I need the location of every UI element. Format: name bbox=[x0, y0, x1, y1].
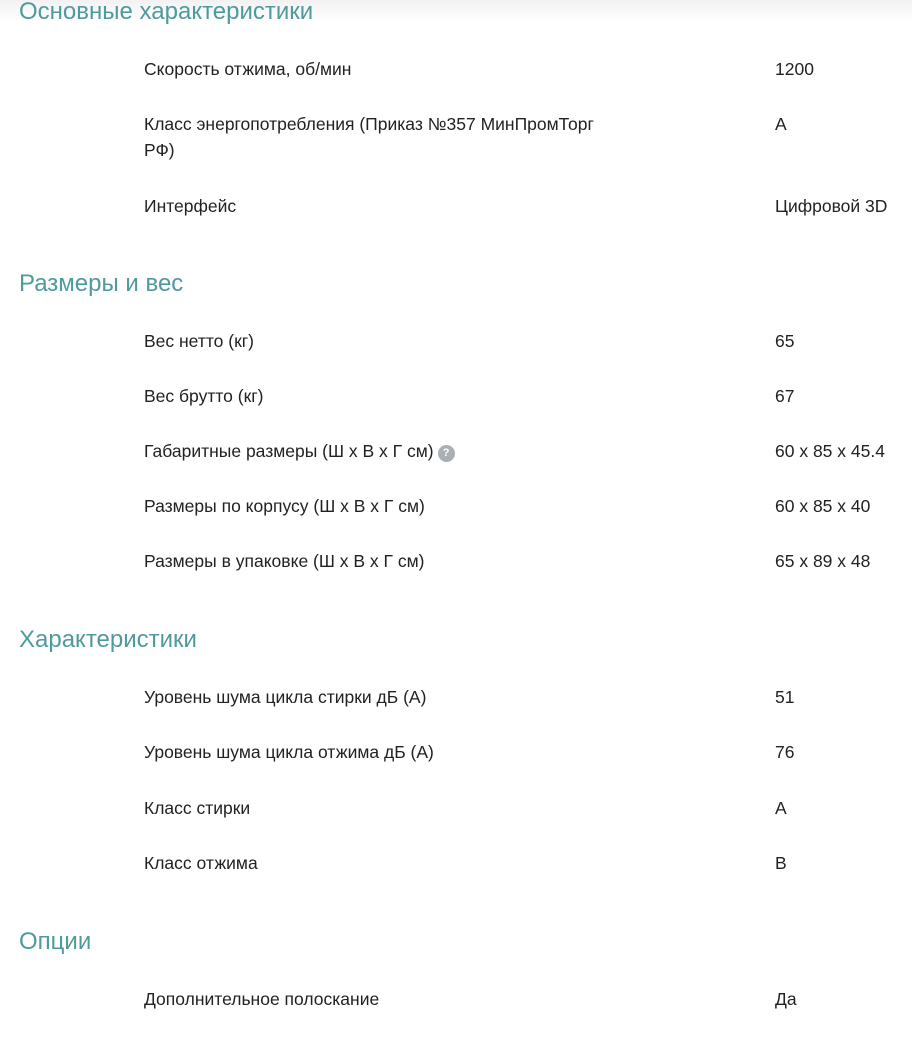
spec-value-net-weight: 65 bbox=[775, 331, 795, 351]
spec-label-spin-noise: Уровень шума цикла отжима дБ (A) bbox=[144, 742, 434, 762]
spec-label-wash-class: Класс стирки bbox=[144, 798, 251, 818]
spec-value-energy-class: A bbox=[775, 114, 787, 134]
spec-value-gross-weight: 67 bbox=[775, 386, 795, 406]
spec-value-spin-noise: 76 bbox=[775, 742, 795, 762]
spec-value-interface: Цифровой 3D bbox=[775, 196, 888, 216]
spec-label-overall-dimensions bbox=[144, 438, 624, 464]
spec-label-wash-noise: Уровень шума цикла стирки дБ (A) bbox=[144, 687, 427, 707]
spec-value-overall-dimensions: 60 x 85 x 45.4 bbox=[775, 441, 885, 461]
help-icon[interactable]: ? bbox=[438, 445, 455, 462]
section-title-dimensions-weight: Размеры и вес bbox=[19, 270, 184, 297]
spec-value-wash-class: A bbox=[775, 798, 787, 818]
spec-label-net-weight: Вес нетто (кг) bbox=[144, 331, 254, 351]
spec-label-energy-class: Класс энергопотребления (Приказ №357 МинПромТорг РФ) bbox=[144, 114, 594, 160]
spec-label-spin-class: Класс отжима bbox=[144, 853, 258, 873]
spec-label-extra-rinse: Дополнительное полоскание bbox=[144, 989, 380, 1009]
spec-value-spin-speed: 1200 bbox=[775, 59, 814, 79]
spec-label-spin-speed: Скорость отжима, об/мин bbox=[144, 59, 352, 79]
spec-value-wash-noise: 51 bbox=[775, 687, 795, 707]
spec-label-overall-dimensions-text: Габаритные размеры (Ш x В x Г см) bbox=[144, 441, 434, 461]
spec-value-extra-rinse: Да bbox=[775, 989, 797, 1009]
spec-value-body-dimensions: 60 x 85 x 40 bbox=[775, 496, 871, 516]
spec-label-interface: Интерфейс bbox=[144, 196, 237, 216]
spec-value-package-dimensions: 65 x 89 x 48 bbox=[775, 551, 871, 571]
spec-label-package-dimensions: Размеры в упаковке (Ш x В x Г см) bbox=[144, 551, 425, 571]
spec-label-body-dimensions: Размеры по корпусу (Ш x В x Г см) bbox=[144, 496, 425, 516]
section-title-main-specs: Основные характеристики bbox=[19, 0, 314, 25]
spec-label-gross-weight: Вес брутто (кг) bbox=[144, 386, 264, 406]
section-title-characteristics: Характеристики bbox=[19, 626, 197, 653]
section-title-options: Опции bbox=[19, 928, 92, 955]
spec-value-spin-class: B bbox=[775, 853, 787, 873]
